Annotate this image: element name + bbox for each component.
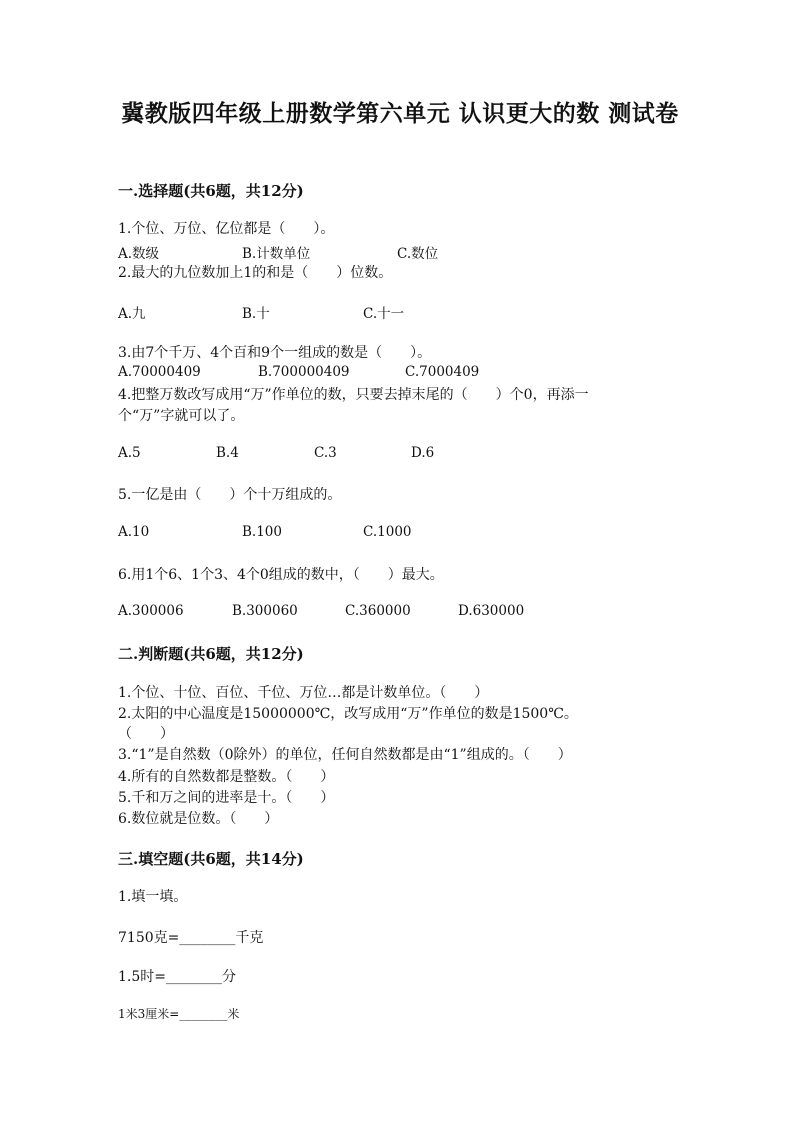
judgment-item-1: 1.个位、十位、百位、千位、万位…都是计数单位。（ ）	[118, 685, 489, 701]
question-2-stem: 2.最大的九位数加上1的和是（ ）位数。	[118, 265, 393, 281]
q2-option-a: A.九	[118, 306, 146, 322]
judgment-item-3: 3.“1”是自然数（0除外）的单位，任何自然数都是由“1”组成的。（ ）	[118, 747, 572, 763]
q5-option-b: B.100	[242, 524, 282, 540]
question-6-stem: 6.用1个6、1个3、4个0组成的数中，（ ）最大。	[118, 567, 444, 583]
judgment-item-6: 6.数位就是位数。（ ）	[118, 811, 279, 827]
q6-option-c: C.360000	[345, 603, 411, 619]
q3-option-b: B.700000409	[258, 364, 350, 380]
q2-option-c: C.十一	[363, 306, 405, 322]
q3-option-a: A.70000409	[118, 364, 201, 380]
q5-option-a: A.10	[118, 524, 150, 540]
judgment-item-5: 5.千和万之间的进率是十。（ ）	[118, 790, 335, 806]
q4-option-a: A.5	[118, 445, 141, 461]
q1-option-b: B.计数单位	[242, 246, 311, 262]
question-4-stem-line1: 4.把整万数改写成用“万”作单位的数，只要去掉末尾的（ ）个0，再添一	[118, 387, 589, 403]
fill-line-hours: 1.5时=________分	[118, 969, 236, 985]
q1-option-a: A.数级	[118, 246, 160, 262]
section-header-judgment: 二.判断题(共6题，共12分)	[118, 645, 304, 663]
judgment-item-2: 2.太阳的中心温度是15000000℃，改写成用“万”作单位的数是1500℃。	[118, 706, 578, 722]
question-3-stem: 3.由7个千万、4个百和9个一组成的数是（ ）。	[118, 345, 432, 361]
q6-option-a: A.300006	[118, 603, 184, 619]
question-5-stem: 5.一亿是由（ ）个十万组成的。	[118, 487, 342, 503]
judgment-item-2-bracket: （ ）	[118, 726, 174, 742]
q4-option-c: C.3	[314, 445, 337, 461]
section-header-choice: 一.选择题(共6题，共12分)	[118, 182, 304, 200]
fill-line-meters: 1米3厘米=________米	[118, 1007, 240, 1021]
question-1-stem: 1.个位、万位、亿位都是（ ）。	[118, 221, 335, 237]
question-4-stem-line2: 个“万”字就可以了。	[118, 408, 245, 424]
q6-option-d: D.630000	[458, 603, 525, 619]
fill-question-1-stem: 1.填一填。	[118, 889, 188, 905]
fill-line-grams: 7150克=________千克	[118, 930, 264, 946]
q3-option-c: C.7000409	[405, 364, 480, 380]
q2-option-b: B.十	[242, 306, 270, 322]
judgment-item-4: 4.所有的自然数都是整数。（ ）	[118, 769, 335, 785]
page-title: 冀教版四年级上册数学第六单元 认识更大的数 测试卷	[121, 100, 679, 127]
q4-option-b: B.4	[216, 445, 239, 461]
q6-option-b: B.300060	[232, 603, 298, 619]
q1-option-c: C.数位	[397, 246, 439, 262]
q5-option-c: C.1000	[363, 524, 412, 540]
section-header-fill: 三.填空题(共6题，共14分)	[118, 850, 304, 868]
q4-option-d: D.6	[411, 445, 435, 461]
